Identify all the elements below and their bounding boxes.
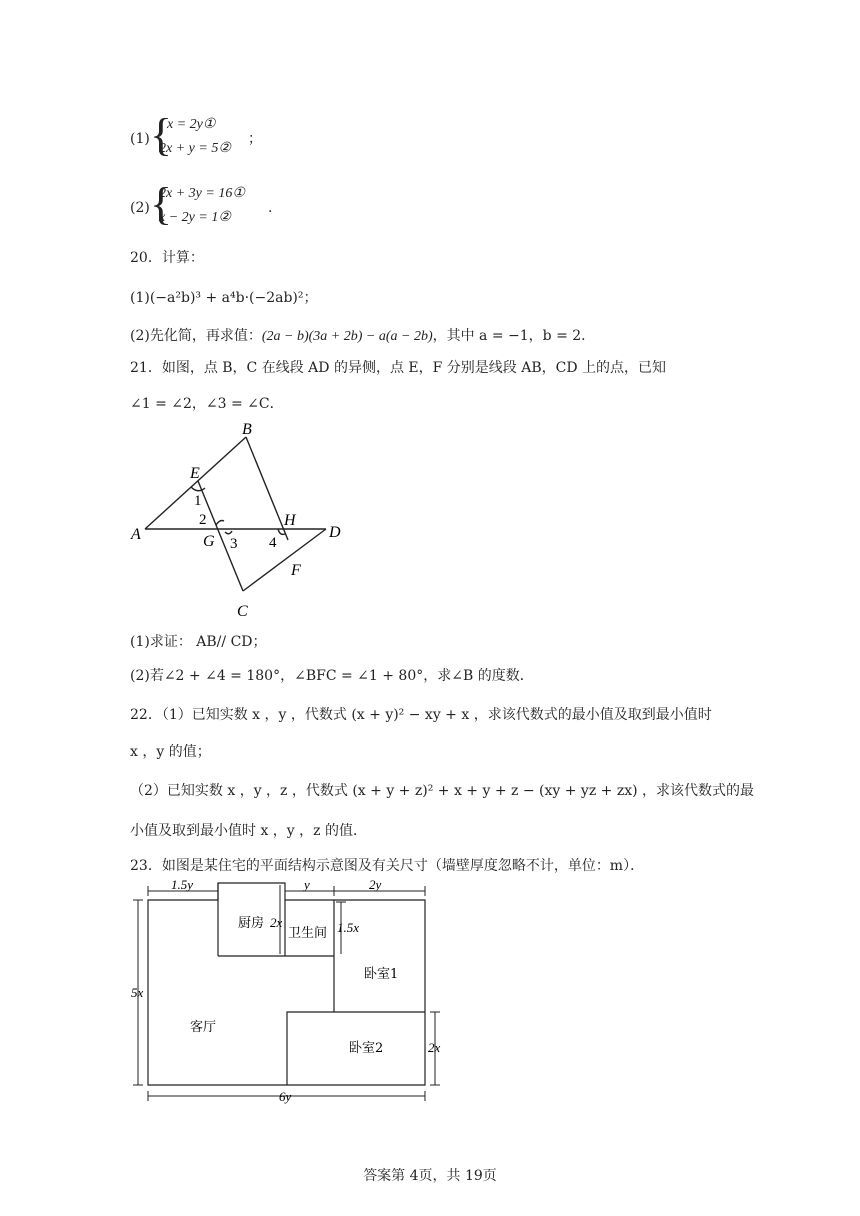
segment-bh bbox=[246, 437, 288, 540]
q19-p2-eq1: 2x + 3y = 16① bbox=[159, 186, 245, 201]
q19-p2-tail: . bbox=[268, 200, 273, 216]
q20-p2-text: (2)先化简，再求值： bbox=[130, 328, 262, 344]
label-b: B bbox=[242, 421, 252, 438]
label-angle-2: 2 bbox=[199, 512, 207, 528]
q19-p1-eq1: x = 2y① bbox=[167, 117, 216, 132]
q19-p1-tail: ； bbox=[248, 131, 262, 147]
q22-p2-line1: （2）已知实数 x ，y ，z ，代数式 (x + y + z)² + x + y + z − (xy + yz + zx) ，求该代数式的最 bbox=[130, 783, 755, 799]
dim-label-kitchen-h: 2x bbox=[270, 915, 283, 930]
q19-p2-eq2: x − 2y = 1② bbox=[159, 210, 231, 225]
q19-p1-label: (1) bbox=[130, 131, 150, 147]
angle-1-arc bbox=[191, 487, 205, 491]
dim-label-left-h: 5x bbox=[131, 985, 144, 1000]
label-c: C bbox=[237, 603, 248, 620]
q19-part2 bbox=[130, 178, 350, 233]
q21-geometry-figure bbox=[128, 418, 358, 623]
q21-part1: (1)求证： AB// CD； bbox=[130, 634, 267, 650]
angle-2-arc bbox=[216, 521, 224, 526]
label-angle-3: 3 bbox=[230, 536, 238, 552]
q19-p1-brace: { bbox=[150, 109, 173, 160]
dim-label-top-mid: y bbox=[304, 880, 310, 892]
q19-p2-label: (2) bbox=[130, 200, 150, 216]
label-g: G bbox=[203, 533, 215, 550]
label-angle-4: 4 bbox=[269, 535, 277, 551]
segment-cd bbox=[243, 529, 326, 591]
page-footer: 答案第 4页，共 19页 bbox=[363, 1168, 497, 1184]
room-living: 客厅 bbox=[190, 1020, 217, 1035]
q20-title: 20．计算： bbox=[130, 250, 204, 266]
q20-part2 bbox=[130, 326, 595, 347]
dim-label-top-left: 1.5y bbox=[171, 880, 194, 892]
dim-label-bottom: 6y bbox=[279, 1089, 292, 1104]
q22-p1-line2: x ，y 的值； bbox=[130, 744, 211, 760]
label-angle-1: 1 bbox=[194, 493, 202, 509]
q22-p1-line1: 22．（1）已知实数 x ，y ，代数式 (x + y)² − xy + x ，求该代数式的最小值及取到最小值时 bbox=[130, 707, 712, 723]
segment-ab bbox=[145, 437, 246, 529]
dim-label-bath-h: 1.5x bbox=[337, 920, 360, 935]
q19-p1-eq2: 2x + y = 5② bbox=[159, 141, 231, 156]
label-f: F bbox=[291, 562, 301, 579]
room-kitchen: 厨房 bbox=[238, 916, 265, 931]
q21-line2: ∠1 = ∠2，∠3 = ∠C． bbox=[130, 396, 284, 412]
q23-line1: 23．如图是某住宅的平面结构示意图及有关尺寸（墙壁厚度忽略不计，单位：m）． bbox=[130, 858, 645, 874]
q22-p2-line2: 小值及取到最小值时 x ，y ，z 的值． bbox=[130, 823, 367, 839]
room-bedroom2: 卧室2 bbox=[349, 1041, 384, 1056]
q20-p2-expr: (2a − b)(3a + 2b) − a(a − 2b) bbox=[261, 329, 433, 344]
q19-p2-brace: { bbox=[150, 178, 173, 229]
room-bathroom: 卫生间 bbox=[288, 926, 328, 941]
q21-line1: 21．如图，点 B，C 在线段 AD 的异侧，点 E，F 分别是线段 AB，CD 上的点，已知 bbox=[130, 360, 667, 376]
q21-part2: (2)若∠2 + ∠4 = 180°，∠BFC = ∠1 + 80°，求∠B 的度数． bbox=[130, 668, 534, 684]
label-e: E bbox=[190, 465, 200, 482]
angle-3-arc bbox=[225, 531, 232, 534]
dim-label-right-h: 2x bbox=[428, 1040, 441, 1055]
q19-part1 bbox=[130, 109, 330, 164]
dim-label-top-right: 2y bbox=[369, 880, 382, 892]
room-bedroom1: 卧室1 bbox=[364, 967, 399, 982]
q20-part1: (1)(−a²b)³ + a⁴b·(−2ab)²； bbox=[130, 290, 318, 306]
label-d: D bbox=[329, 524, 341, 541]
label-a: A bbox=[131, 526, 141, 543]
q20-p2-cond: ，其中 a = −1，b = 2． bbox=[432, 328, 596, 344]
q23-floor-plan bbox=[128, 880, 448, 1110]
label-h: H bbox=[284, 512, 296, 529]
